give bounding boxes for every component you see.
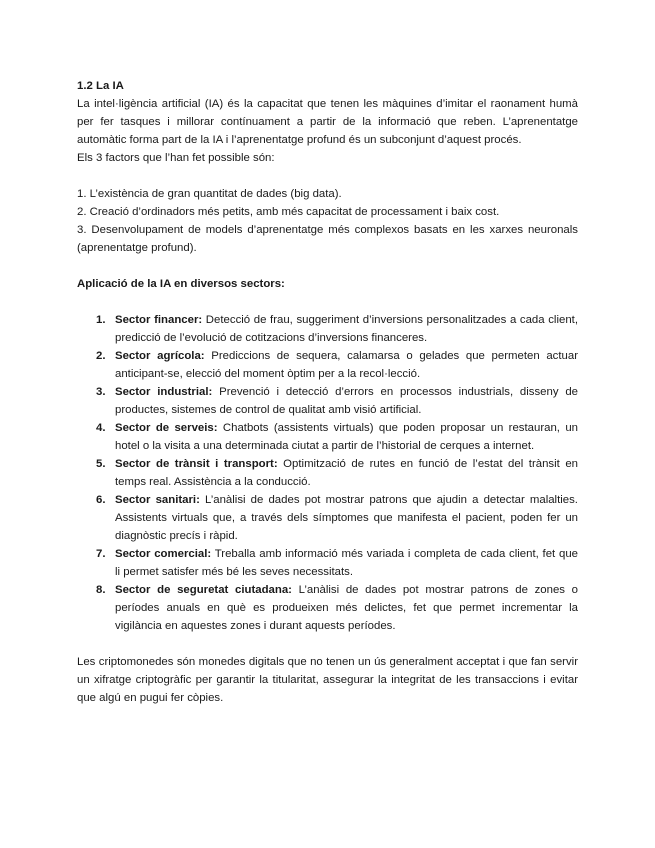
item-number: 6. [96,494,106,506]
list-item [77,455,578,491]
item-number: 8. [96,584,106,596]
item-text: L’anàlisi de dades pot mostrar patrons de zones o períodes anuals en què es produeixen més delictes, fet que permet incrementar la vigilància en aquestes zones i durant aquests períodes. [115,584,578,632]
factor-item: 1. L’existència de gran quantitat de dades (big data). [77,188,342,200]
item-number: 4. [96,422,106,434]
item-term: Sector sanitari: [115,494,200,506]
item-term: Sector de seguretat ciutadana: [115,584,292,596]
list-item [77,581,578,635]
item-term: Sector agrícola: [115,350,205,362]
list-item [77,347,578,383]
item-text: Prevenció i detecció d’errors en processos industrials, disseny de productes, sistemes de control de qualitat amb visió artificial. [115,386,578,416]
factor-item: 2. Creació d’ordinadors més petits, amb més capacitat de processament i baix cost. [77,206,500,218]
item-number: 1. [96,314,106,326]
list-item [77,491,578,545]
intro-paragraph: La intel·ligència artificial (IA) és la capacitat que tenen les màquines d’imitar el raonament humà per fer tasques i millorar contínuament a partir de la informació que reben. L’aprenentatge automàtic forma part de la IA i l’aprenentatge profund és un subconjunt d’aquest procés. [77,98,578,146]
item-number: 7. [96,548,106,560]
item-number: 5. [96,458,106,470]
sectors-list [77,311,578,635]
item-text: Prediccions de sequera, calamarsa o gelades que permeten actuar anticipant-se, elecció del moment òptim per a la recol·lecció. [115,350,578,380]
spacer [77,257,578,275]
applications-title: Aplicació de la IA en diversos sectors: [77,278,285,290]
item-term: Sector de serveis: [115,422,218,434]
item-term: Sector financer: [115,314,203,326]
item-number: 3. [96,386,106,398]
item-text: Treballa amb informació més variada i completa de cada client, fet que li permet satisfer més bé les seves necessitats. [115,548,578,578]
spacer [77,635,578,653]
document-page [77,77,578,707]
item-text: Detecció de frau, suggeriment d’inversions personalitzades a cada client, predicció de l’evolució de cotitzacions d’inversions financeres. [115,314,578,344]
section-title: 1.2 La IA [77,80,124,92]
list-item [77,545,578,581]
factors-intro: Els 3 factors que l’han fet possible són: [77,152,275,164]
item-text: Chatbots (assistents virtuals) que poden proposar un restauran, un hotel o la visita a una determinada ciutat a partir de l’historial de cerques a internet. [115,422,578,452]
item-number: 2. [96,350,106,362]
spacer [77,167,578,185]
list-item [77,383,578,419]
item-term: Sector industrial: [115,386,213,398]
item-term: Sector comercial: [115,548,212,560]
item-text: L’anàlisi de dades pot mostrar patrons que ajudin a detectar malalties. Assistents virtuals que, a través dels símptomes que manifesta el pacient, poden fer un diagnòstic precís i ràpid. [115,494,578,542]
item-text: Optimització de rutes en funció de l’estat del trànsit en temps real. Assistència a la conducció. [115,458,578,488]
item-term: Sector de trànsit i transport: [115,458,278,470]
factor-item: 3. Desenvolupament de models d’aprenentatge més complexos basats en les xarxes neuronals (aprenentatge profund). [77,224,578,254]
closing-paragraph: Les criptomonedes són monedes digitals que no tenen un ús generalment acceptat i que fan servir un xifratge criptogràfic per garantir la titularitat, assegurar la integritat de les transaccions i evitar que algú en pugui fer còpies. [77,656,578,704]
list-item [77,311,578,347]
list-item [77,419,578,455]
